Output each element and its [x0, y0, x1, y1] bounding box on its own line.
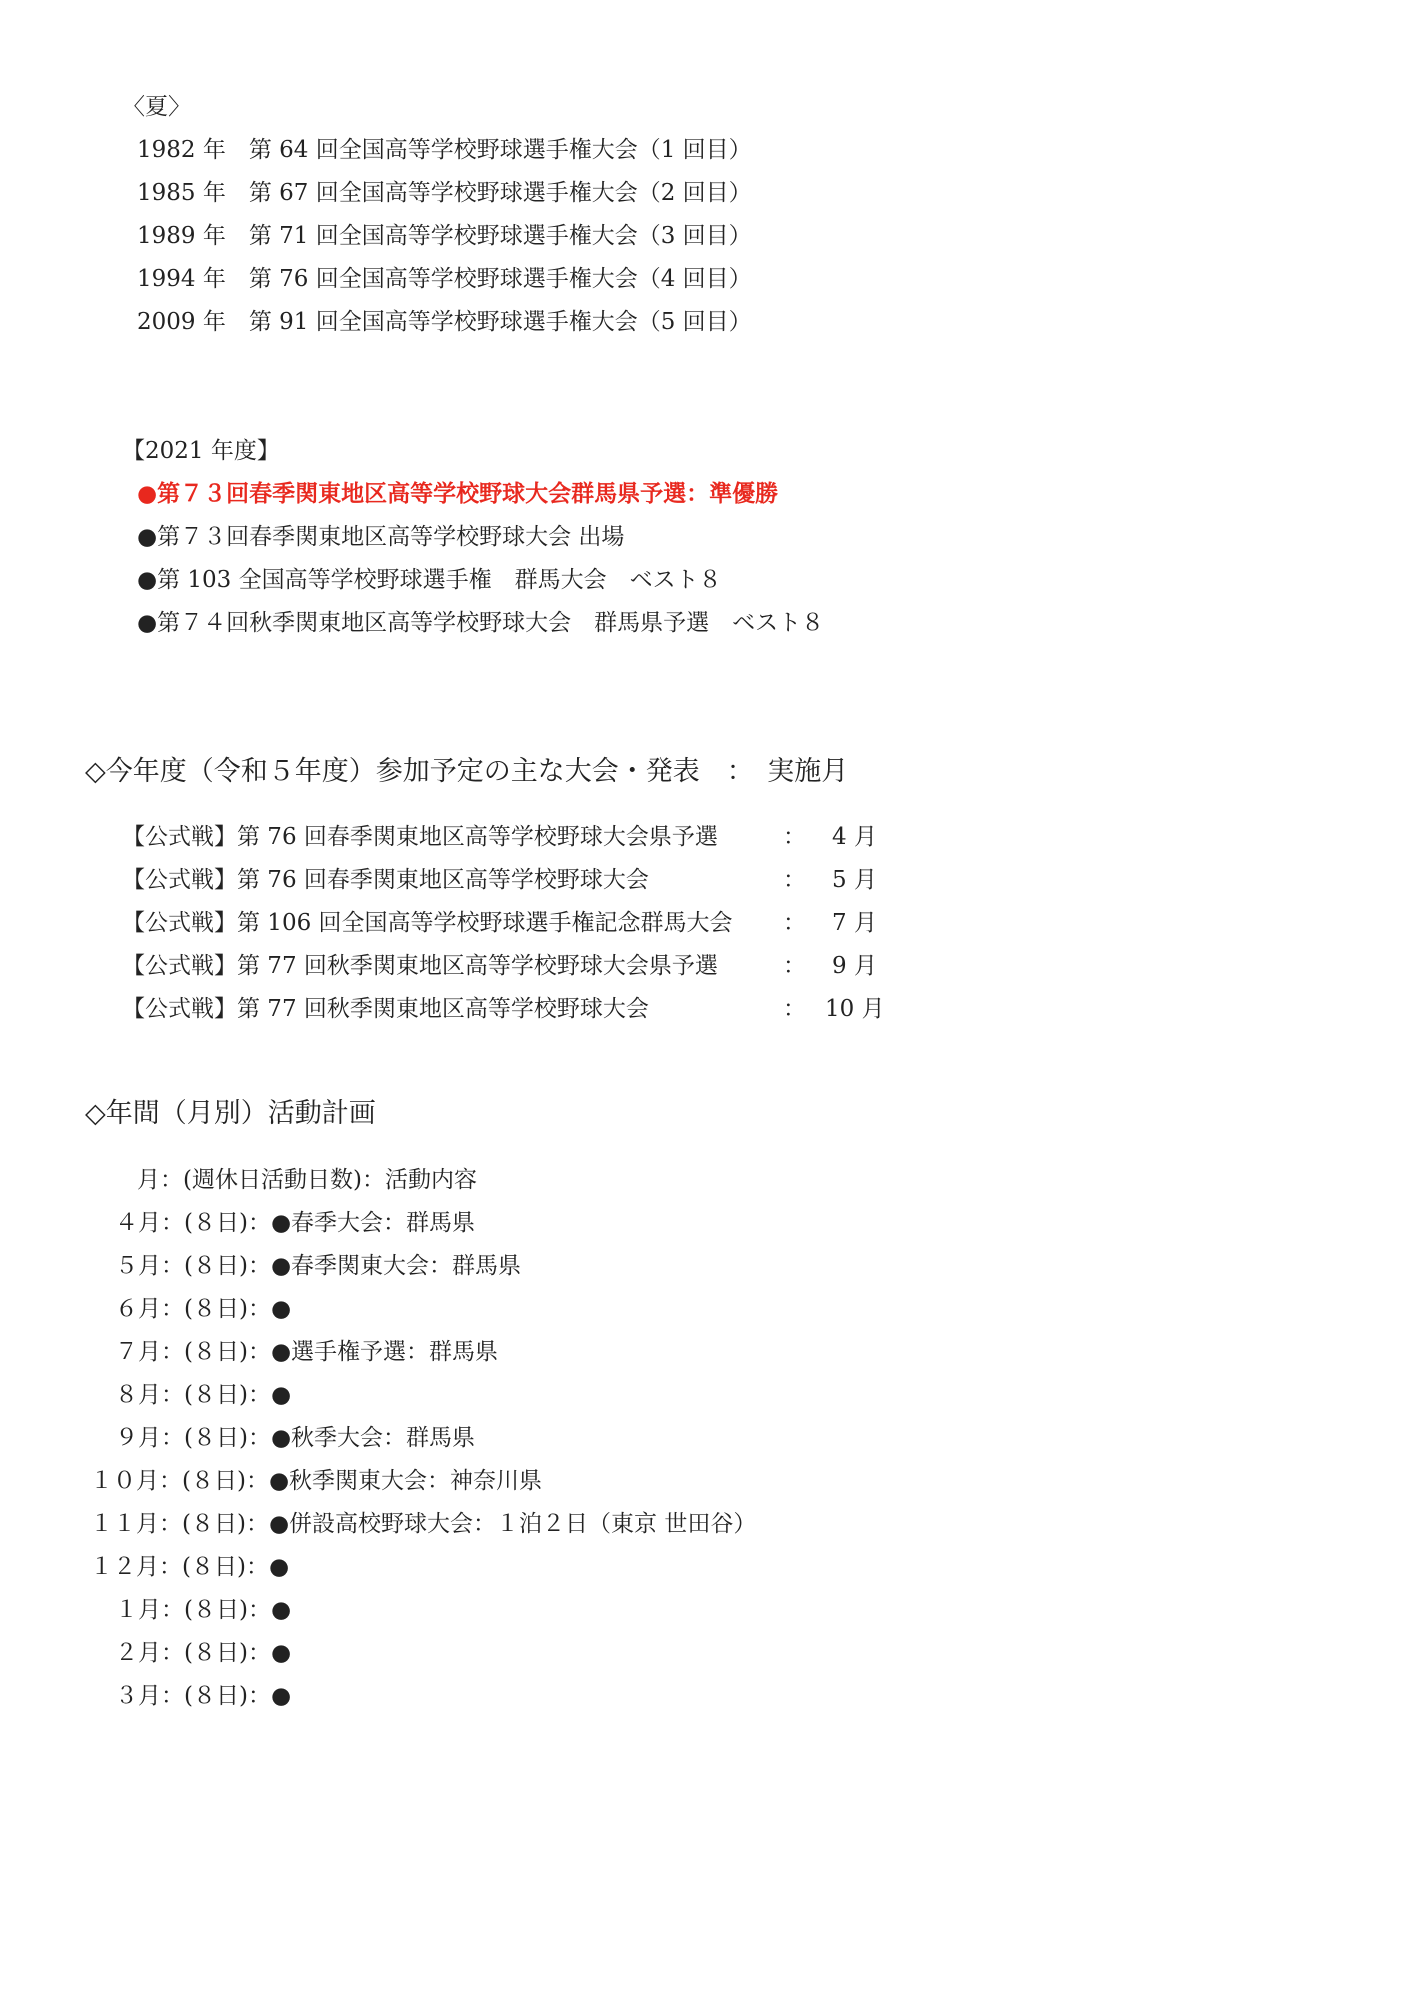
tournament-colon: ：	[783, 996, 806, 1022]
summer-entry-1985: 1985 年 第 67 回全国高等学校野球選手権大会（2 回目）	[137, 180, 752, 206]
annual-plan-row: ３月：(８日)：●	[115, 1683, 292, 1709]
tournament-month: 10 月	[825, 996, 885, 1022]
tournament-name: 【公式戦】第 76 回春季関東地区高等学校野球大会県予選	[122, 824, 718, 850]
tournament-colon: ：	[783, 867, 806, 893]
tournament-colon: ：	[783, 953, 806, 979]
tournament-month: 9 月	[832, 953, 877, 979]
annual-plan-row: ７月：(８日)：●選手権予選：群馬県	[115, 1339, 499, 1365]
tournament-colon: ：	[783, 910, 806, 936]
year-2021-item: ●第７３回春季関東地区高等学校野球大会 出場	[137, 524, 625, 550]
tournament-month: 4 月	[832, 824, 877, 850]
annual-plan-row: ９月：(８日)：●秋季大会：群馬県	[115, 1425, 476, 1451]
tournament-name: 【公式戦】第 76 回春季関東地区高等学校野球大会	[122, 867, 649, 893]
tournament-name: 【公式戦】第 77 回秋季関東地区高等学校野球大会	[122, 996, 649, 1022]
tournament-name: 【公式戦】第 106 回全国高等学校野球選手権記念群馬大会	[122, 910, 733, 936]
summer-entry-1989: 1989 年 第 71 回全国高等学校野球選手権大会（3 回目）	[137, 223, 752, 249]
summer-entry-1982: 1982 年 第 64 回全国高等学校野球選手権大会（1 回目）	[137, 137, 752, 163]
tournament-month: 5 月	[832, 867, 877, 893]
annual-plan-row: ５月：(８日)：●春季関東大会：群馬県	[115, 1253, 522, 1279]
annual-plan-header-row: 月：(週休日活動日数)：活動内容	[137, 1167, 477, 1193]
summer-entry-2009: 2009 年 第 91 回全国高等学校野球選手権大会（5 回目）	[137, 309, 752, 335]
year-2021-item: ●第 103 全国高等学校野球選手権 群馬大会 ベスト８	[137, 567, 722, 593]
annual-plan-row: ４月：(８日)：●春季大会：群馬県	[115, 1210, 476, 1236]
summer-label: 〈夏〉	[122, 94, 191, 120]
annual-plan-row: ２月：(８日)：●	[115, 1640, 292, 1666]
annual-plan-row: １１月：(８日)：●併設高校野球大会：１泊２日（東京 世田谷）	[90, 1511, 757, 1537]
annual-plan-row: ８月：(８日)：●	[115, 1382, 292, 1408]
tournament-month: 7 月	[832, 910, 877, 936]
annual-plan-row: １０月：(８日)：●秋季関東大会：神奈川県	[90, 1468, 543, 1494]
summer-entry-1994: 1994 年 第 76 回全国高等学校野球選手権大会（4 回目）	[137, 266, 752, 292]
tournament-colon: ：	[783, 824, 806, 850]
this-year-heading: ◇今年度（令和５年度）参加予定の主な大会・発表 ： 実施月	[85, 756, 849, 787]
year-2021-label: 【2021 年度】	[122, 438, 280, 464]
annual-plan-heading: ◇年間（月別）活動計画	[85, 1098, 376, 1129]
year-2021-highlight: ●第７３回春季関東地区高等学校野球大会群馬県予選：準優勝	[137, 480, 779, 507]
tournament-name: 【公式戦】第 77 回秋季関東地区高等学校野球大会県予選	[122, 953, 718, 979]
annual-plan-row: １２月：(８日)：●	[90, 1554, 290, 1580]
year-2021-item: ●第７４回秋季関東地区高等学校野球大会 群馬県予選 ベスト８	[137, 610, 825, 636]
annual-plan-row: ６月：(８日)：●	[115, 1296, 292, 1322]
annual-plan-row: １月：(８日)：●	[115, 1597, 292, 1623]
